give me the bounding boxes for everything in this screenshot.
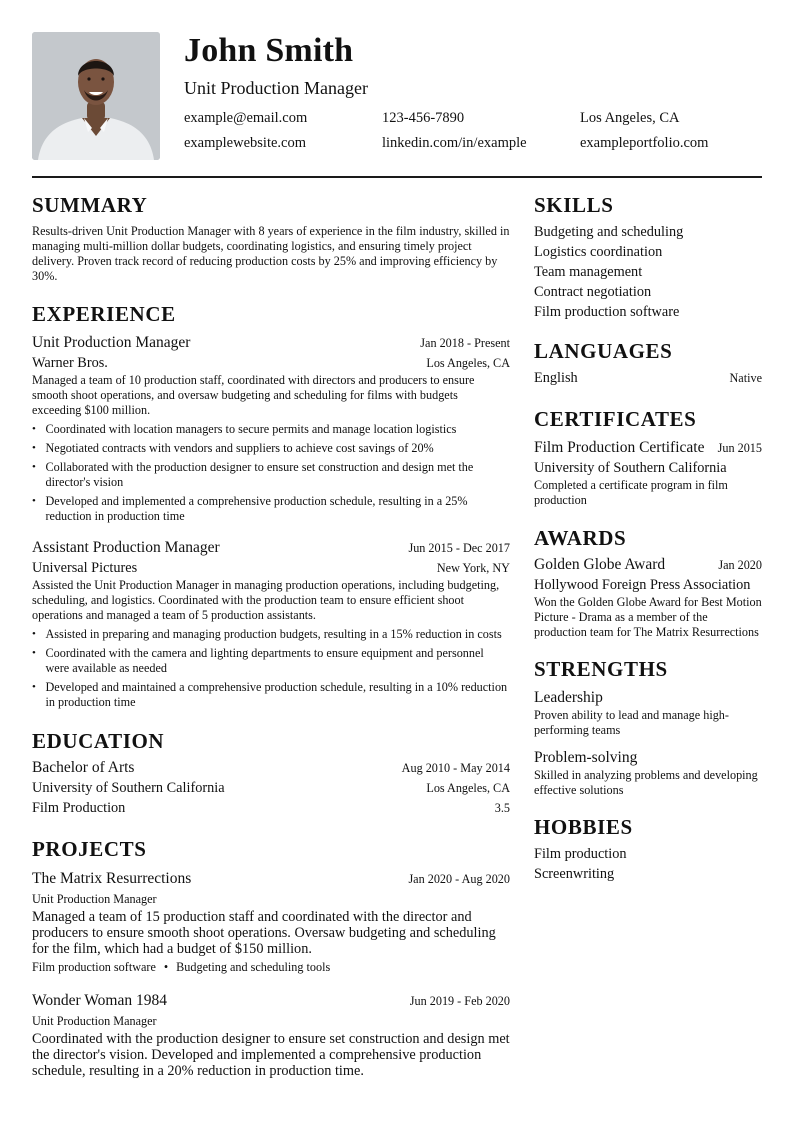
company-name: Warner Bros. <box>32 355 108 371</box>
job-description: Managed a team of 10 production staff, coordinated with directors and producers to ensure smooth shoot operations, and oversaw budgeting and scheduling for films with budgets exceeding $100 million. <box>32 373 475 417</box>
contact-website[interactable]: examplewebsite.com <box>184 135 306 151</box>
project-name: Wonder Woman 1984 <box>32 992 167 1009</box>
hobby-item: Screenwriting <box>534 866 615 882</box>
project-role: Unit Production Manager <box>32 1014 157 1028</box>
summary-text: Results-driven Unit Production Manager with 8 years of experience in the film industry, skilled in managing multi-million dollar budgets, coordinating logistics, and ensuring timely project delivery. Proven track record of reducing production costs by 25% and improving efficiency by 30%. <box>32 224 510 283</box>
section-title-education: EDUCATION <box>32 729 165 753</box>
strengths-section <box>534 654 762 798</box>
skill-item: Logistics coordination <box>534 244 663 260</box>
school-location: Los Angeles, CA <box>426 781 510 795</box>
job-bullets <box>32 422 510 524</box>
section-title-strengths: STRENGTHS <box>534 657 668 681</box>
award-name: Golden Globe Award <box>534 556 666 573</box>
strength-item <box>534 688 762 738</box>
job-dates: Jun 2015 - Dec 2017 <box>408 541 510 555</box>
skill-item: Film production software <box>534 304 680 320</box>
contact-email[interactable]: example@email.com <box>184 110 308 126</box>
project-dates: Jan 2020 - Aug 2020 <box>408 872 510 886</box>
certificate-date: Jun 2015 <box>717 441 762 455</box>
sidebar-column <box>534 190 762 884</box>
candidate-name: John Smith <box>184 32 354 69</box>
contact-linkedin[interactable]: linkedin.com/in/example <box>382 135 527 151</box>
section-title-hobbies: HOBBIES <box>534 815 633 839</box>
experience-item <box>32 538 510 710</box>
bullet-item: • Developed and maintained a comprehensive production schedule, resulting in a 10% reduction in production time <box>32 680 510 710</box>
strength-item <box>534 748 762 798</box>
skill-item: Team management <box>534 264 643 280</box>
degree: Bachelor of Arts <box>32 759 135 776</box>
bullet-item: • Assisted in preparing and managing production budgets, resulting in a 15% reduction in costs <box>32 627 510 642</box>
project-description: Managed a team of 15 production staff and coordinated with the director and producers to ensure smooth shoot operations. Oversaw budgeting and scheduling for the film, which had a budget of $150 million. <box>32 909 496 957</box>
job-dates: Jan 2018 - Present <box>420 336 510 350</box>
contact-phone[interactable]: 123-456-7890 <box>382 110 465 126</box>
company-name: Universal Pictures <box>32 560 138 576</box>
award-date: Jan 2020 <box>718 558 762 572</box>
section-title-awards: AWARDS <box>534 526 627 550</box>
awards-section <box>534 523 762 640</box>
contact-portfolio[interactable]: exampleportfolio.com <box>580 135 709 151</box>
job-bullets <box>32 627 510 710</box>
project-dates: Jun 2019 - Feb 2020 <box>409 994 510 1008</box>
project-tag: Budgeting and scheduling tools <box>176 960 331 974</box>
education-dates: Aug 2010 - May 2014 <box>401 761 510 775</box>
strength-name: Problem-solving <box>534 749 638 766</box>
strength-description: Proven ability to lead and manage high-performing teams <box>534 708 729 737</box>
experience-section <box>32 299 510 710</box>
strength-description: Skilled in analyzing problems and developing effective solutions <box>534 768 758 797</box>
section-title-languages: LANGUAGES <box>534 339 673 363</box>
project-role: Unit Production Manager <box>32 892 157 906</box>
bullet-item: • Coordinated with location managers to secure permits and manage location logistics <box>32 422 510 437</box>
skills-section <box>534 190 762 322</box>
hobbies-section <box>534 812 762 884</box>
main-column <box>32 190 510 1079</box>
bullet-item: • Developed and implemented a comprehensive production schedule, resulting in a 25% reduction in production time <box>32 494 510 524</box>
job-location: New York, NY <box>436 561 510 575</box>
award-issuer: Hollywood Foreign Press Association <box>534 577 751 593</box>
tag-separator: • <box>163 960 169 974</box>
school-name: University of Southern California <box>32 780 225 796</box>
job-title: Assistant Production Manager <box>32 539 220 556</box>
project-description: Coordinated with the production designer to ensure set construction and design met the director's vision. Developed and implemented a comprehensive production schedule, resulting in a 20% reduction in production time. <box>32 1031 510 1079</box>
resume-header <box>32 32 762 160</box>
section-title-experience: EXPERIENCE <box>32 302 176 326</box>
hobby-item: Film production <box>534 846 627 862</box>
summary-section <box>32 190 510 284</box>
portrait-image <box>32 32 160 160</box>
skill-item: Budgeting and scheduling <box>534 224 684 240</box>
profile-photo <box>32 32 160 160</box>
skill-item: Contract negotiation <box>534 284 652 300</box>
education-section <box>32 726 510 818</box>
languages-section <box>534 336 762 388</box>
projects-section <box>32 834 510 1079</box>
project-tags <box>32 957 510 977</box>
section-title-projects: PROJECTS <box>32 837 147 861</box>
certificate-name: Film Production Certificate <box>534 439 705 456</box>
bullet-item: • Collaborated with the production designer to ensure set construction and design met the director's vision <box>32 460 510 490</box>
job-title: Unit Production Manager <box>32 334 191 351</box>
project-name: The Matrix Resurrections <box>32 870 192 887</box>
certificate-description: Completed a certificate program in film production <box>534 478 728 507</box>
award-description: Won the Golden Globe Award for Best Motion Picture - Drama as a member of the production team for The Matrix Resurrections <box>534 595 762 639</box>
strength-name: Leadership <box>534 689 603 706</box>
contact-location: Los Angeles, CA <box>580 110 680 126</box>
language-name: English <box>534 370 578 386</box>
project-item <box>32 869 510 977</box>
language-level: Native <box>729 371 762 385</box>
header-divider <box>32 176 762 178</box>
job-description: Assisted the Unit Production Manager in managing production operations, including budgeting, scheduling, and logistics. Coordinated with the production team to ensure efficient shoot operations and managed a team of 5 production assistants. <box>32 578 500 622</box>
section-title-summary: SUMMARY <box>32 193 148 217</box>
job-location: Los Angeles, CA <box>426 356 510 370</box>
field-of-study: Film Production <box>32 800 126 816</box>
candidate-title: Unit Production Manager <box>184 78 368 98</box>
certificate-issuer: University of Southern California <box>534 460 727 476</box>
section-title-certificates: CERTIFICATES <box>534 407 697 431</box>
bullet-item: • Coordinated with the camera and lighting departments to ensure equipment and personnel were available as needed <box>32 646 510 676</box>
project-item <box>32 991 510 1079</box>
gpa: 3.5 <box>494 801 510 815</box>
certificates-section <box>534 404 762 508</box>
section-title-skills: SKILLS <box>534 193 614 217</box>
project-tag: Film production software <box>32 960 156 974</box>
experience-item <box>32 333 510 524</box>
bullet-item: • Negotiated contracts with vendors and suppliers to achieve cost savings of 20% <box>32 441 510 456</box>
